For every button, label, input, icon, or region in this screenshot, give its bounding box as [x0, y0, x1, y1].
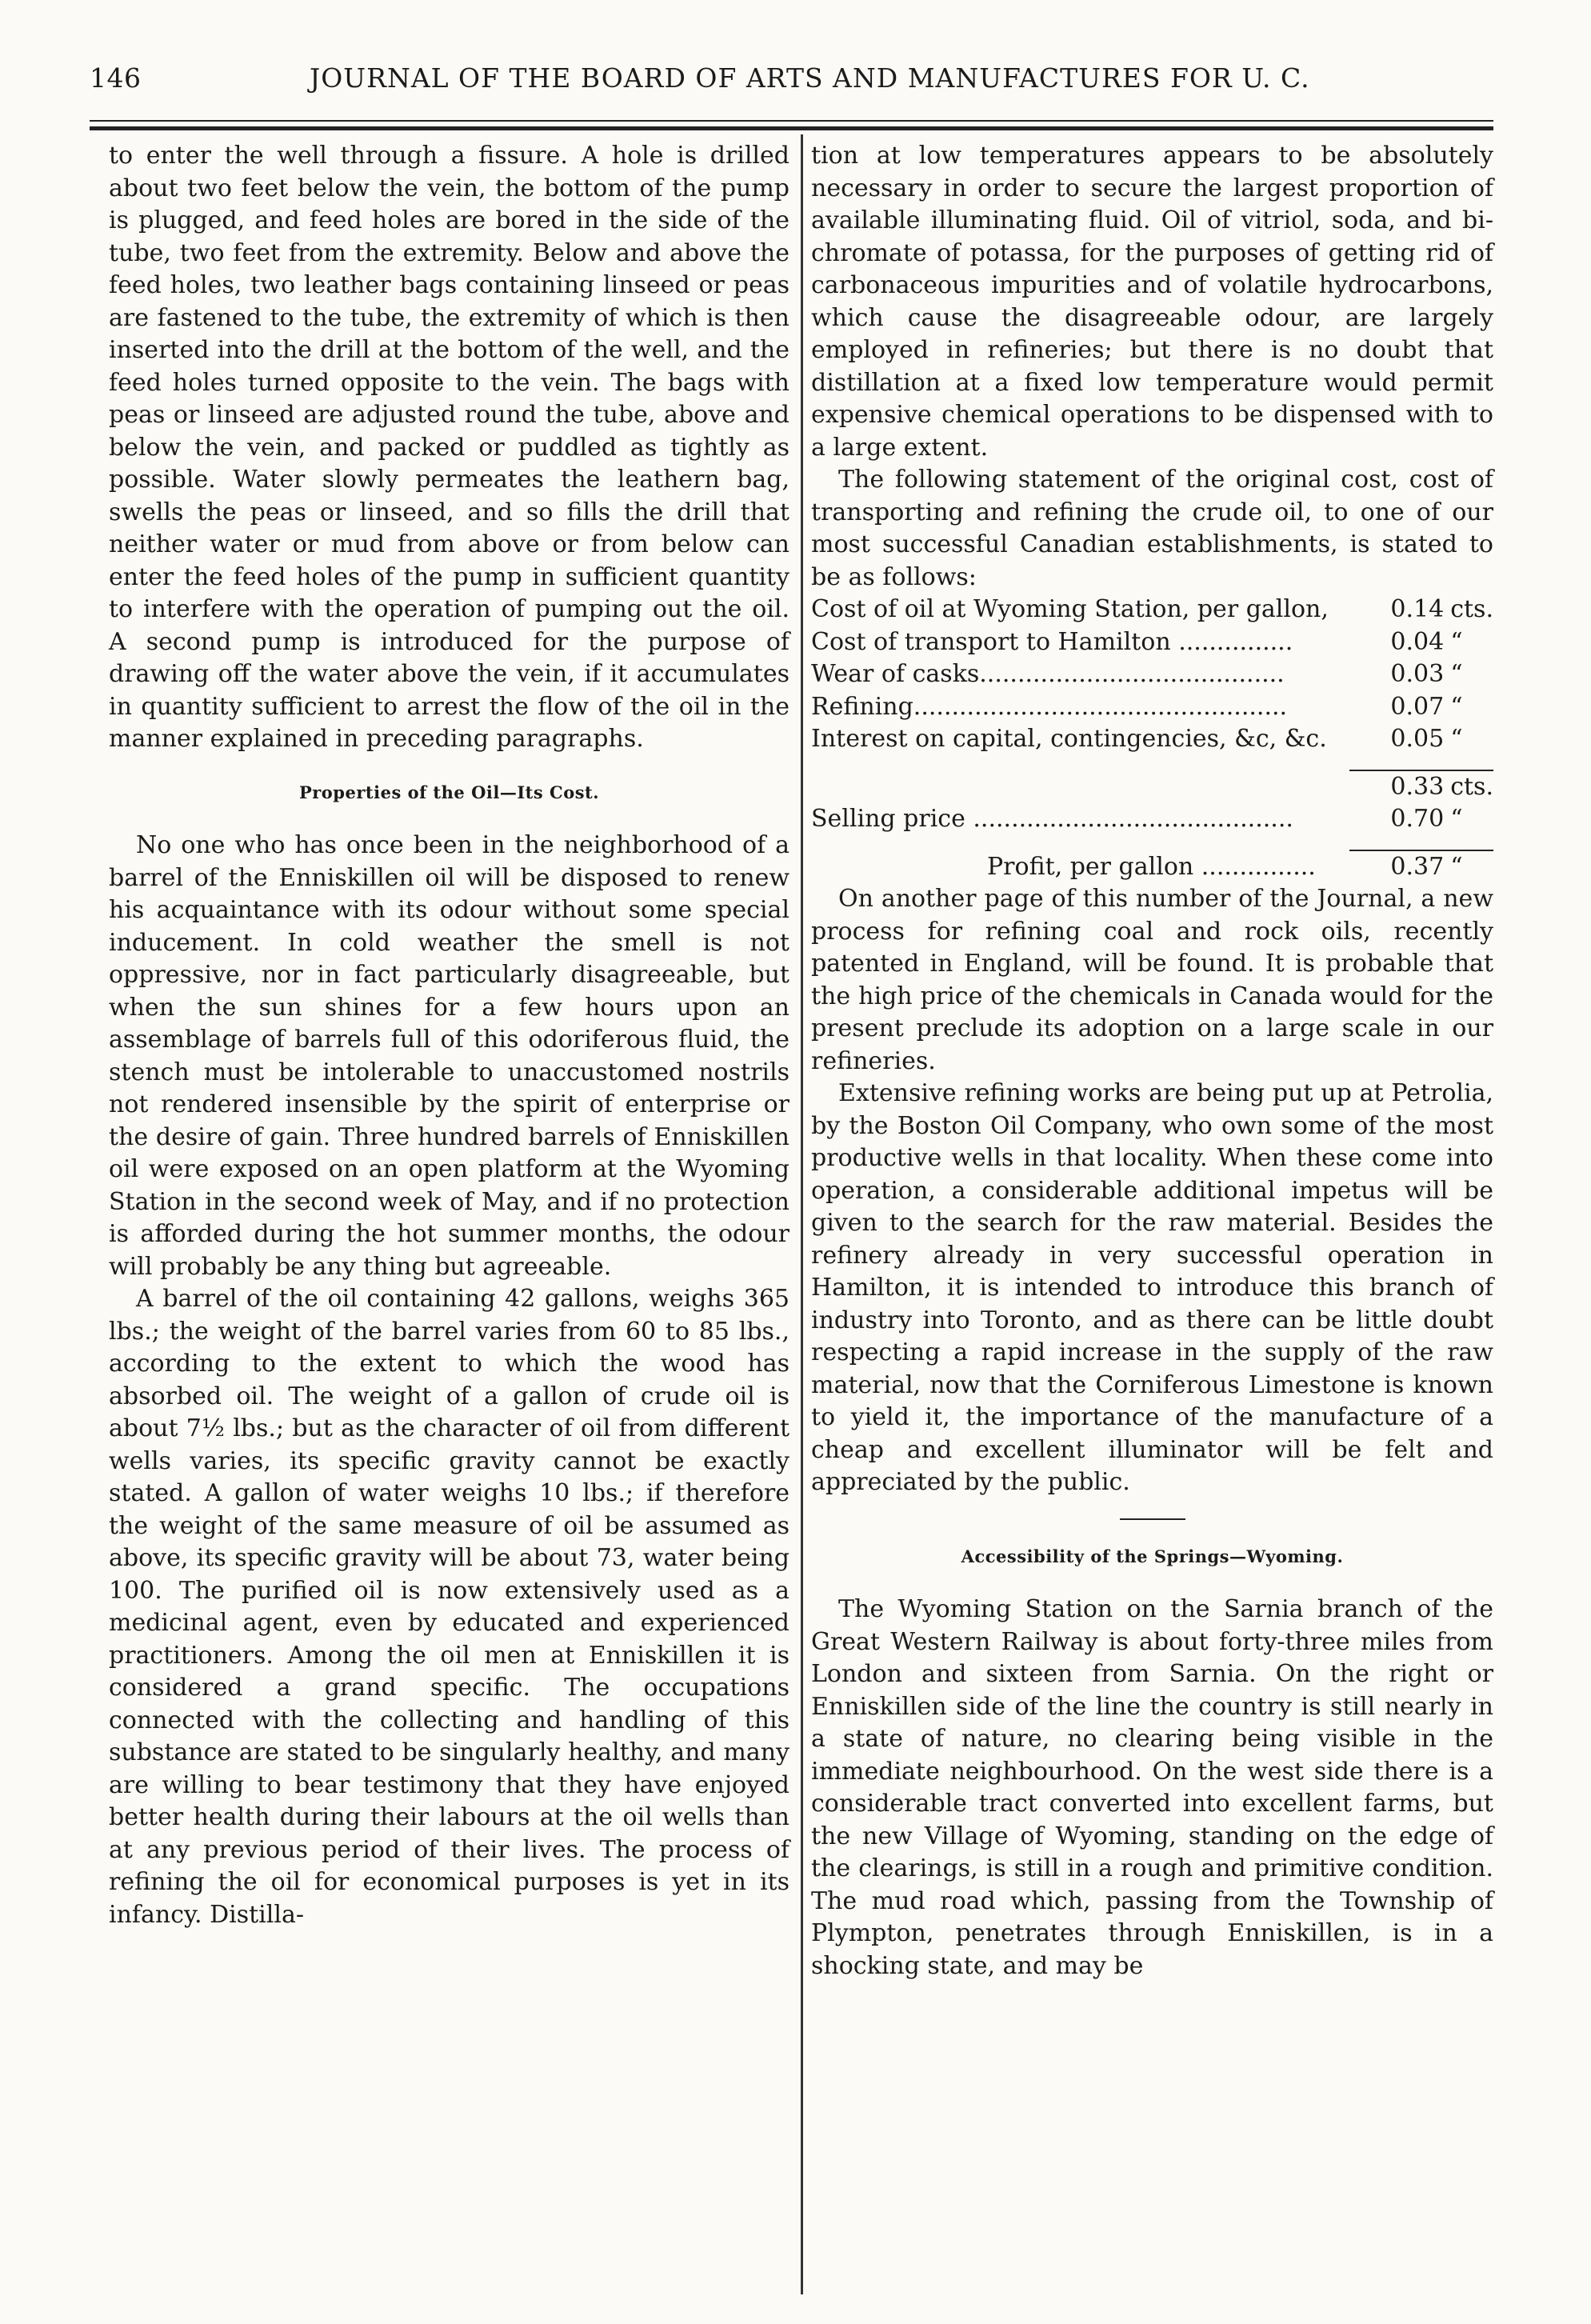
column-divider: [801, 134, 803, 2294]
right-column: [811, 140, 1493, 1982]
total-unit: cts.: [1444, 770, 1493, 804]
cost-value: 0.14: [1390, 595, 1445, 623]
cost-row: [811, 594, 1493, 626]
selling-row: [811, 803, 1493, 836]
paragraph: Extensive refining works are being put up at Petrolia, by the Boston Oil Company, who own some of the most productive wells in that locality. When these come into operation, a considerable additional impetus will be given to the search for the raw material. Besides the refinery already in very successful operation in Hamilton, it is intended to introduce this branch of industry into Toronto, and as there can be little doubt respecting a rapid increase in the supply of the raw material, now that the Corniferous Limestone is known to yield it, the importance of the manufacture of a cheap and excellent illuminator will be felt and appreciated by the public.: [811, 1079, 1493, 1496]
profit-unit: “: [1444, 850, 1493, 884]
cost-value: 0.04: [1390, 627, 1445, 656]
paragraph: On another page of this number of the Journal, a new process for refining coal and rock oils, recently patented in England, will be found. It is probable that the high price of the chemicals in Canada would for the present preclude its adoption on a large scale in our refineries.: [811, 885, 1493, 1075]
selling-value: 0.70: [1390, 805, 1445, 833]
selling-label: Selling price ..........................................: [811, 805, 1293, 833]
cost-unit: “: [1450, 692, 1463, 721]
cost-value: 0.03: [1390, 660, 1445, 688]
cost-unit: “: [1450, 725, 1463, 753]
paragraph: A barrel of the oil containing 42 gallons, weighs 365 lbs.; the weight of the barrel varies from 60 to 85 lbs., according to the extent to which the wood has absorbed oil. The weight of a gallon of crude oil is about 7½ lbs.; but as the character of oil from different wells varies, its specific gravity cannot be exactly stated. A gallon of water weighs 10 lbs.; if therefore the weight of the same measure of oil be assumed as above, its specific gravity will be about 73, water being 100. The purified oil is now extensively used as a medicinal agent, even by educated and experienced practitioners. Among the oil men at Enniskillen it is considered a grand specific. The occupations connected with the collecting and handling of this substance are stated to be singularly healthy, and many are willing to bear testimony that they have enjoyed better health during their labours at the oil wells than at any previous period of their lives. The process of refining the oil for economical purposes is yet in its infancy. Distilla-: [109, 1285, 790, 1929]
cost-label: Interest on capital, contingencies, &c, &c.: [811, 725, 1327, 753]
cost-label: Refining.................................................: [811, 692, 1288, 721]
paragraph: The following statement of the original cost, cost of transporting and refining the crude oil, to one of our most successful Canadian establishments, is stated to be as follows:: [811, 466, 1493, 591]
cost-unit: “: [1450, 627, 1463, 656]
section-heading: Accessibility of the Springs—Wyoming.: [961, 1546, 1344, 1566]
selling-unit: “: [1450, 805, 1463, 833]
cost-unit: “: [1450, 660, 1463, 688]
cost-row: [811, 691, 1493, 724]
section-divider: [1120, 1518, 1185, 1520]
cost-value: 0.07: [1390, 692, 1445, 721]
cost-label: Cost of transport to Hamilton ...............: [811, 627, 1293, 656]
paragraph: No one who has once been in the neighborhood of a barrel of the Enniskillen oil will be disposed to renew his acquaintance with its odour without some special inducement. In cold weather the smell is not oppressive, nor in fact particularly disagreeable, but when the sun shines for a few hours upon an assemblage of barrels full of this odoriferous fluid, the stench must be intolerable to unaccustomed nostrils not rendered insensible by the spirit of enterprise or the desire of gain. Three hundred barrels of Enniskillen oil were exposed on an open platform at the Wyoming Station in the second week of May, and if no protection is afforded during the hot summer months, the odour will probably be any thing but agreeable.: [109, 831, 790, 1281]
cost-unit: cts.: [1450, 595, 1493, 623]
profit-value: 0.37: [1349, 850, 1444, 884]
profit-label: Profit, per gallon ...............: [987, 852, 1316, 881]
running-header: [90, 62, 1493, 102]
cost-label: Wear of casks........................................: [811, 660, 1285, 688]
section-heading: Properties of the Oil—Its Cost.: [298, 782, 600, 802]
journal-title: JOURNAL OF THE BOARD OF ARTS AND MANUFACTURES FOR U. C.: [310, 62, 1310, 94]
total-value: 0.33: [1349, 770, 1444, 804]
profit-row: [811, 850, 1493, 884]
cost-row: [811, 723, 1493, 756]
left-column: [109, 140, 790, 1931]
paragraph: to enter the well through a fissure. A hole is drilled about two feet below the vein, the bottom of the pump is plugged, and feed holes are bored in the side of the tube, two feet from the extremity. Below and above the feed holes, two leather bags containing linseed or peas are fastened to the tube, the extremity of which is then inserted into the drill at the bottom of the well, and the feed holes turned opposite to the vein. The bags with peas or linseed are adjusted round the tube, above and below the vein, and packed or puddled as tightly as possible. Water slowly permeates the leathern bag, swells the peas or linseed, and so fills the drill that neither water or mud from above or from below can enter the feed holes of the pump in sufficient quantity to interfere with the operation of pumping out the oil. A second pump is introduced for the purpose of drawing off the water above the vein, if it accumulates in quantity sufficient to arrest the flow of the oil in the manner explained in preceding paragraphs.: [109, 142, 790, 753]
paragraph: tion at low temperatures appears to be absolutely necessary in order to secure the largest proportion of available illuminating fluid. Oil of vitriol, soda, and bi-chromate of potassa, for the purposes of getting rid of carbonaceous impurities and of volatile hydrocarbons, which cause the disagreeable odour, are largely employed in refineries; but there is no doubt that distillation at a fixed low temperature would permit expensive chemical operations to be dispensed with to a large extent.: [811, 142, 1493, 462]
header-rule-thick: [90, 126, 1493, 130]
page-number: 146: [90, 62, 142, 94]
total-row: [811, 770, 1493, 804]
cost-table: [811, 594, 1493, 883]
header-rule-thin: [90, 120, 1493, 122]
paragraph: The Wyoming Station on the Sarnia branch of the Great Western Railway is about forty-three miles from London and sixteen from Sarnia. On the right or Enniskillen side of the line the country is still nearly in a state of nature, no clearing being visible in the immediate neighbourhood. On the west side there is a considerable tract converted into excellent farms, but the new Village of Wyoming, standing on the edge of the clearings, is still in a rough and primitive condition. The mud road which, passing from the Township of Plympton, penetrates through Enniskillen, is in a shocking state, and may be: [811, 1595, 1493, 1980]
cost-label: Cost of oil at Wyoming Station, per gallon,: [811, 595, 1329, 623]
cost-value: 0.05: [1390, 725, 1445, 753]
cost-row: [811, 658, 1493, 691]
cost-row: [811, 626, 1493, 659]
